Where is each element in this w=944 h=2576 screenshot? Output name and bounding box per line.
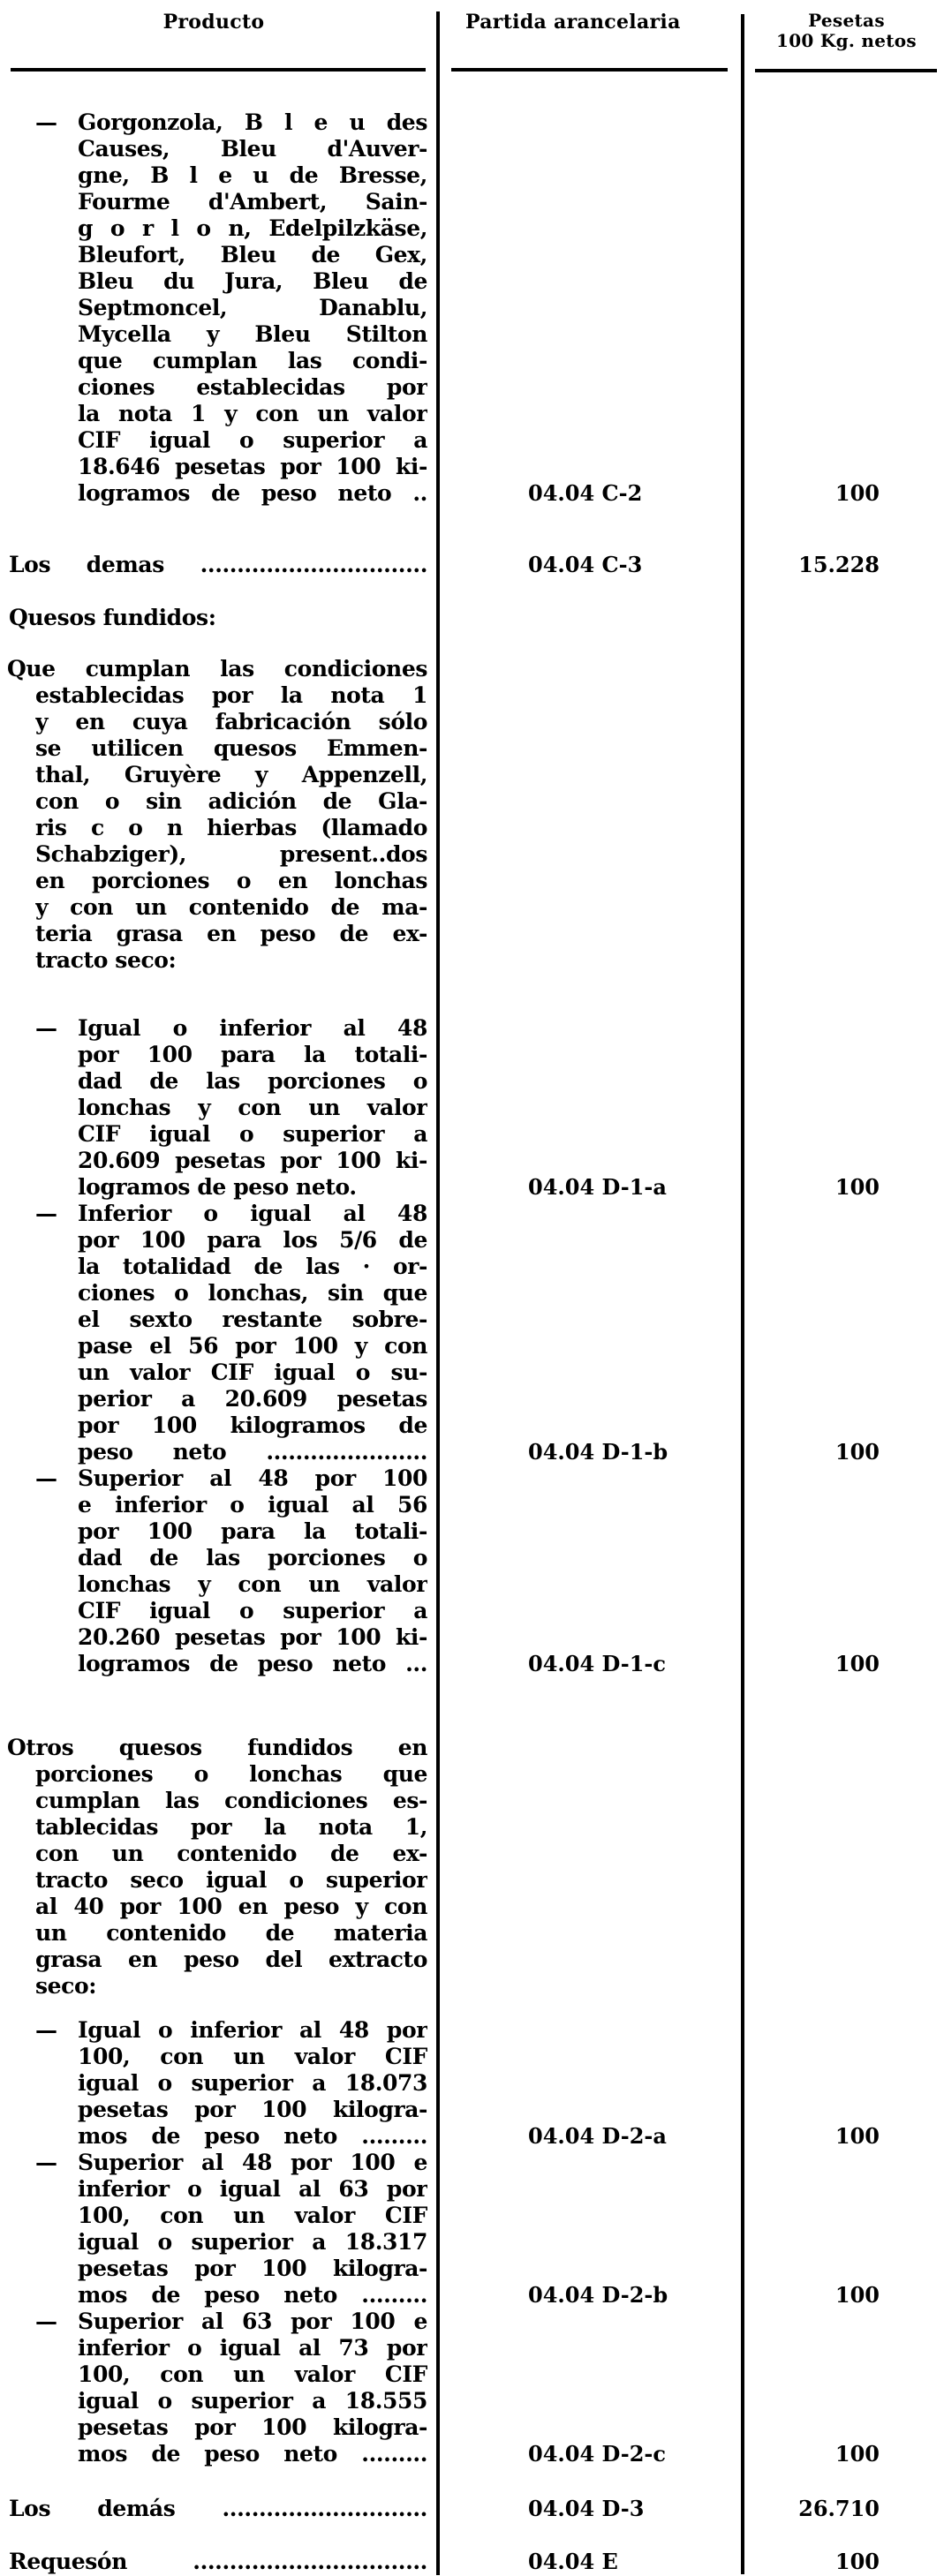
- product-text-line: tablecidas por la nota 1,: [35, 1814, 427, 1840]
- table-row: [0, 2496, 427, 2522]
- product-text-line: lonchas y con un valor: [78, 1571, 427, 1597]
- product-text-line: por 100 para la totali-: [78, 1518, 427, 1544]
- product-text-line: Fourme d'Ambert, Sain-: [78, 189, 427, 215]
- product-text-line: igual o superior a 18.555: [78, 2388, 427, 2414]
- product-text-line: 20.609 pesetas por 100 ki-: [78, 1148, 427, 1173]
- tariff-code: 04.04 D-3: [528, 2496, 645, 2521]
- product-text-line: igual o superior a 18.317: [78, 2229, 427, 2255]
- tariff-code: 04.04 D-2-c: [528, 2441, 666, 2467]
- rate-value: 100: [834, 1439, 880, 1465]
- table-row: [0, 552, 427, 578]
- product-text-line: un valor CIF igual o su-: [78, 1360, 427, 1385]
- product-text-line: 100, con un valor CIF: [78, 2203, 427, 2228]
- product-text-line: Requesón ................................: [9, 2549, 427, 2574]
- product-text-line: Causes, Bleu d'Auver-: [78, 136, 427, 162]
- product-text-line: peso neto ......................: [78, 1439, 427, 1465]
- product-text-line: thal, Gruyère y Appenzell,: [35, 762, 427, 787]
- product-text-line: pesetas por 100 kilogra-: [78, 2256, 427, 2281]
- product-text-line: grasa en peso del extracto: [35, 1947, 427, 1972]
- product-text-line: inferior o igual al 73 por: [78, 2335, 427, 2361]
- tariff-code: 04.04 D-1-a: [528, 1174, 667, 1200]
- product-text-line: inferior o igual al 63 por: [78, 2176, 427, 2202]
- tariff-code: 04.04 E: [528, 2549, 618, 2574]
- product-text-line: ciones establecidas por: [78, 374, 427, 400]
- header-product: Producto: [162, 11, 265, 34]
- product-text-line: Otros quesos fundidos en: [7, 1735, 427, 1760]
- product-text-line: g o r l o n, Edelpilzkäse,: [78, 215, 427, 241]
- product-text-line: la nota 1 y con un valor: [78, 401, 427, 426]
- product-text-line: CIF igual o superior a: [78, 1598, 427, 1623]
- dash-bullet: —: [35, 1015, 57, 1041]
- product-text-line: teria grasa en peso de ex-: [35, 921, 427, 946]
- product-text-line: lonchas y con un valor: [78, 1095, 427, 1120]
- product-text-line: establecidas por la nota 1: [35, 682, 427, 708]
- tariff-code: 04.04 D-1-b: [528, 1439, 668, 1465]
- product-text-line: con o sin adición de Gla-: [35, 788, 427, 814]
- product-text-line: Quesos fundidos:: [9, 605, 216, 630]
- header-rule-product: [11, 68, 426, 72]
- header-rate-line1: Pesetas: [808, 10, 885, 31]
- product-text-line: logramos de peso neto ...: [78, 1651, 427, 1676]
- header-rule-tariff: [451, 68, 728, 72]
- product-text-line: pesetas por 100 kilogra-: [78, 2414, 427, 2440]
- product-text-line: el sexto restante sobre-: [78, 1307, 427, 1332]
- table-row: [0, 605, 427, 631]
- product-text-line: que cumplan las condi-: [78, 348, 427, 373]
- tariff-code: 04.04 C-2: [528, 480, 643, 506]
- rate-value: 100: [834, 2123, 880, 2149]
- product-text-line: Superior al 48 por 100: [78, 1465, 427, 1491]
- product-text-line: Superior al 63 por 100 e: [78, 2309, 427, 2334]
- column-divider-2: [741, 14, 744, 2574]
- table-row: [0, 1201, 427, 1465]
- dash-bullet: —: [35, 2150, 57, 2175]
- product-text-line: CIF igual o superior a: [78, 427, 427, 453]
- rate-value: 100: [834, 2441, 880, 2467]
- product-text-line: seco:: [35, 1973, 97, 1999]
- product-text-line: logramos de peso neto ..: [78, 480, 427, 506]
- rate-value: 100: [834, 480, 880, 506]
- product-text-line: mos de peso neto .........: [78, 2282, 427, 2308]
- product-text-line: e inferior o igual al 56: [78, 1492, 427, 1518]
- product-text-line: tracto seco:: [35, 947, 177, 973]
- table-row: [0, 1465, 427, 1677]
- product-text-line: Schabziger), present..dos: [35, 841, 427, 867]
- product-text-line: pase el 56 por 100 y con: [78, 1333, 427, 1359]
- product-text-line: Que cumplan las condiciones: [7, 656, 427, 682]
- rate-value: 100: [834, 1174, 880, 1200]
- product-text-line: la totalidad de las · or-: [78, 1254, 427, 1279]
- product-text-line: Mycella y Bleu Stilton: [78, 321, 427, 347]
- header-rate-line2: 100 Kg. netos: [775, 30, 917, 51]
- product-text-line: Bleu du Jura, Bleu de: [78, 268, 427, 294]
- product-text-line: 20.260 pesetas por 100 ki-: [78, 1624, 427, 1650]
- product-text-line: logramos de peso neto.: [78, 1174, 357, 1200]
- product-text-line: Inferior o igual al 48: [78, 1201, 427, 1226]
- product-text-line: Septmoncel, Danablu,: [78, 295, 427, 320]
- product-text-line: Igual o inferior al 48: [78, 1015, 427, 1041]
- product-text-line: 18.646 pesetas por 100 ki-: [78, 454, 427, 479]
- header-rule-rate: [755, 69, 937, 72]
- tariff-code: 04.04 D-2-a: [528, 2123, 667, 2149]
- product-text-line: mos de peso neto .........: [78, 2441, 427, 2467]
- product-text-line: por 100 kilogramos de: [78, 1412, 427, 1438]
- product-text-line: Bleufort, Bleu de Gex,: [78, 242, 427, 267]
- product-text-line: y en cuya fabricación sólo: [35, 709, 427, 734]
- product-text-line: gne, B l e u de Bresse,: [78, 162, 427, 188]
- product-text-line: se utilicen quesos Emmen-: [35, 735, 427, 761]
- product-text-line: porciones o lonchas que: [35, 1761, 427, 1787]
- tariff-code: 04.04 C-3: [528, 552, 643, 577]
- rate-value: 26.710: [798, 2496, 880, 2521]
- header-rate: [749, 11, 944, 51]
- table-row: [0, 1735, 427, 2000]
- product-text-line: igual o superior a 18.073: [78, 2070, 427, 2096]
- product-text-line: perior a 20.609 pesetas: [78, 1386, 427, 1412]
- rate-value: 100: [834, 2282, 880, 2308]
- rate-value: 100: [834, 2549, 880, 2574]
- product-text-line: en porciones o en lonchas: [35, 868, 427, 893]
- product-text-line: un contenido de materia: [35, 1920, 427, 1946]
- tariff-code: 04.04 D-2-b: [528, 2282, 668, 2308]
- product-text-line: tracto seco igual o superior: [35, 1867, 427, 1893]
- column-divider-1: [436, 11, 440, 2575]
- rate-value: 15.228: [798, 552, 880, 577]
- tariff-code: 04.04 D-1-c: [528, 1651, 666, 1676]
- dash-bullet: —: [35, 1201, 57, 1226]
- product-text-line: al 40 por 100 en peso y con: [35, 1894, 427, 1919]
- product-text-line: pesetas por 100 kilogra-: [78, 2097, 427, 2122]
- table-row: [0, 2309, 427, 2467]
- dash-bullet: —: [35, 109, 57, 135]
- product-text-line: Los demás ............................: [9, 2496, 427, 2521]
- dash-bullet: —: [35, 2017, 57, 2043]
- product-text-line: por 100 para los 5/6 de: [78, 1227, 427, 1253]
- product-text-line: 100, con un valor CIF: [78, 2361, 427, 2387]
- table-row: [0, 656, 427, 974]
- dash-bullet: —: [35, 1465, 57, 1491]
- product-text-line: Los demas ...............................: [9, 552, 427, 577]
- table-row: [0, 2549, 427, 2575]
- product-text-line: Gorgonzola, B l e u des: [78, 109, 427, 135]
- product-text-line: ris c o n hierbas (llamado: [35, 815, 427, 840]
- product-text-line: ciones o lonchas, sin que: [78, 1280, 427, 1306]
- table-row: [0, 2017, 427, 2150]
- product-text-line: 100, con un valor CIF: [78, 2044, 427, 2069]
- rate-value: 100: [834, 1651, 880, 1676]
- product-text-line: mos de peso neto .........: [78, 2123, 427, 2149]
- product-text-line: CIF igual o superior a: [78, 1121, 427, 1147]
- product-text-line: por 100 para la totali-: [78, 1042, 427, 1067]
- table-row: [0, 109, 427, 507]
- header-tariff-heading: Partida arancelaria: [465, 11, 681, 34]
- product-text-line: Superior al 48 por 100 e: [78, 2150, 427, 2175]
- product-text-line: cumplan las condiciones es-: [35, 1788, 427, 1813]
- product-text-line: Igual o inferior al 48 por: [78, 2017, 427, 2043]
- table-row: [0, 2150, 427, 2309]
- dash-bullet: —: [35, 2309, 57, 2334]
- product-text-line: dad de las porciones o: [78, 1068, 427, 1094]
- table-row: [0, 1015, 427, 1201]
- product-text-line: con un contenido de ex-: [35, 1841, 427, 1866]
- product-text-line: dad de las porciones o: [78, 1545, 427, 1570]
- product-text-line: y con un contenido de ma-: [35, 894, 427, 920]
